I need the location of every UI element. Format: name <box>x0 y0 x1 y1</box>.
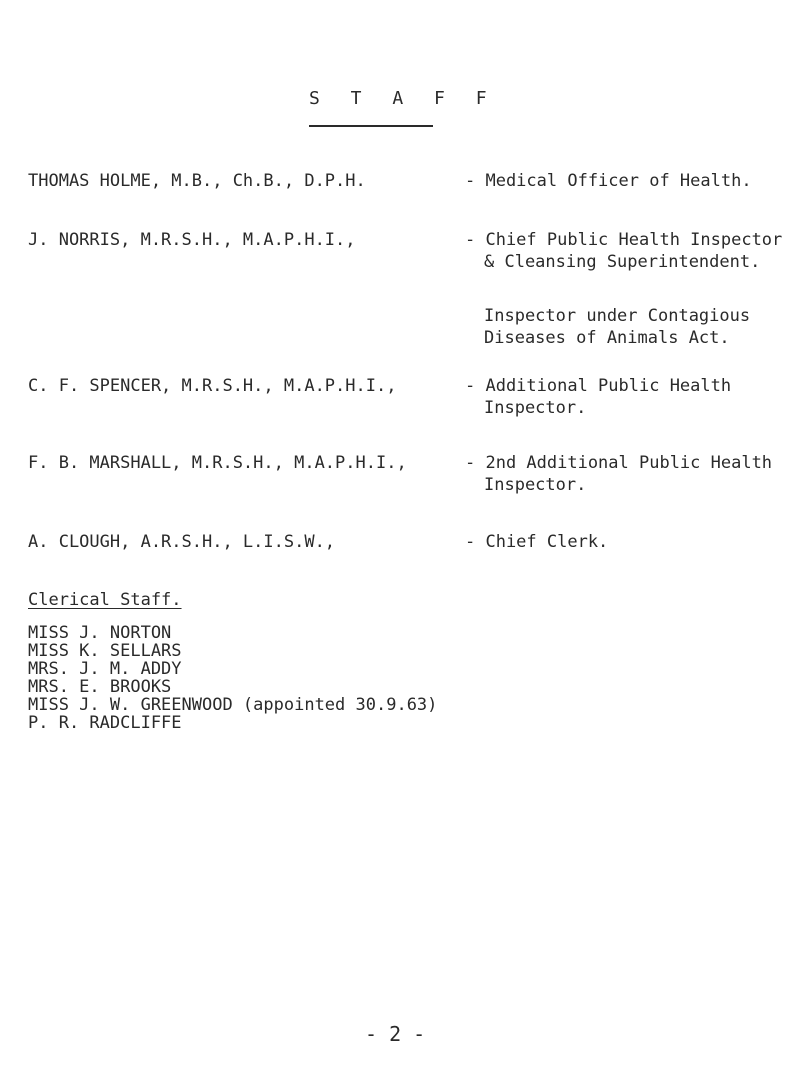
staff-role-continued: Inspector under Contagious <box>484 306 751 326</box>
clerical-member: MISS K. SELLARS <box>28 641 182 661</box>
clerical-heading: Clerical Staff. <box>28 590 182 610</box>
staff-name: F. B. MARSHALL, M.R.S.H., M.A.P.H.I., <box>28 453 407 473</box>
staff-name: THOMAS HOLME, M.B., Ch.B., D.P.H. <box>28 171 366 191</box>
staff-role-continued: Diseases of Animals Act. <box>484 328 730 348</box>
clerical-list <box>28 624 437 732</box>
staff-role-continued: Inspector. <box>484 398 587 418</box>
staff-name: J. NORRIS, M.R.S.H., M.A.P.H.I., <box>28 230 356 250</box>
clerical-member: MISS J. NORTON <box>28 623 172 643</box>
page-title: S T A F F <box>309 88 497 109</box>
staff-role: - Chief Clerk. <box>465 532 609 552</box>
clerical-member: MRS. J. M. ADDY <box>28 659 182 679</box>
clerical-member: MRS. E. BROOKS <box>28 677 172 697</box>
clerical-member: P. R. RADCLIFFE <box>28 713 182 733</box>
title-underline <box>309 125 433 127</box>
staff-role: - 2nd Additional Public Health <box>465 453 773 473</box>
clerical-member: MISS J. W. GREENWOOD (appointed 30.9.63) <box>28 695 438 715</box>
staff-role-continued: & Cleansing Superintendent. <box>484 252 761 272</box>
staff-name: C. F. SPENCER, M.R.S.H., M.A.P.H.I., <box>28 376 397 396</box>
staff-name: A. CLOUGH, A.R.S.H., L.I.S.W., <box>28 532 336 552</box>
staff-role: - Medical Officer of Health. <box>465 171 752 191</box>
staff-role: - Additional Public Health <box>465 376 732 396</box>
page-number: - 2 - <box>365 1022 426 1046</box>
staff-role-continued: Inspector. <box>484 475 587 495</box>
staff-role: - Chief Public Health Inspector <box>465 230 783 250</box>
